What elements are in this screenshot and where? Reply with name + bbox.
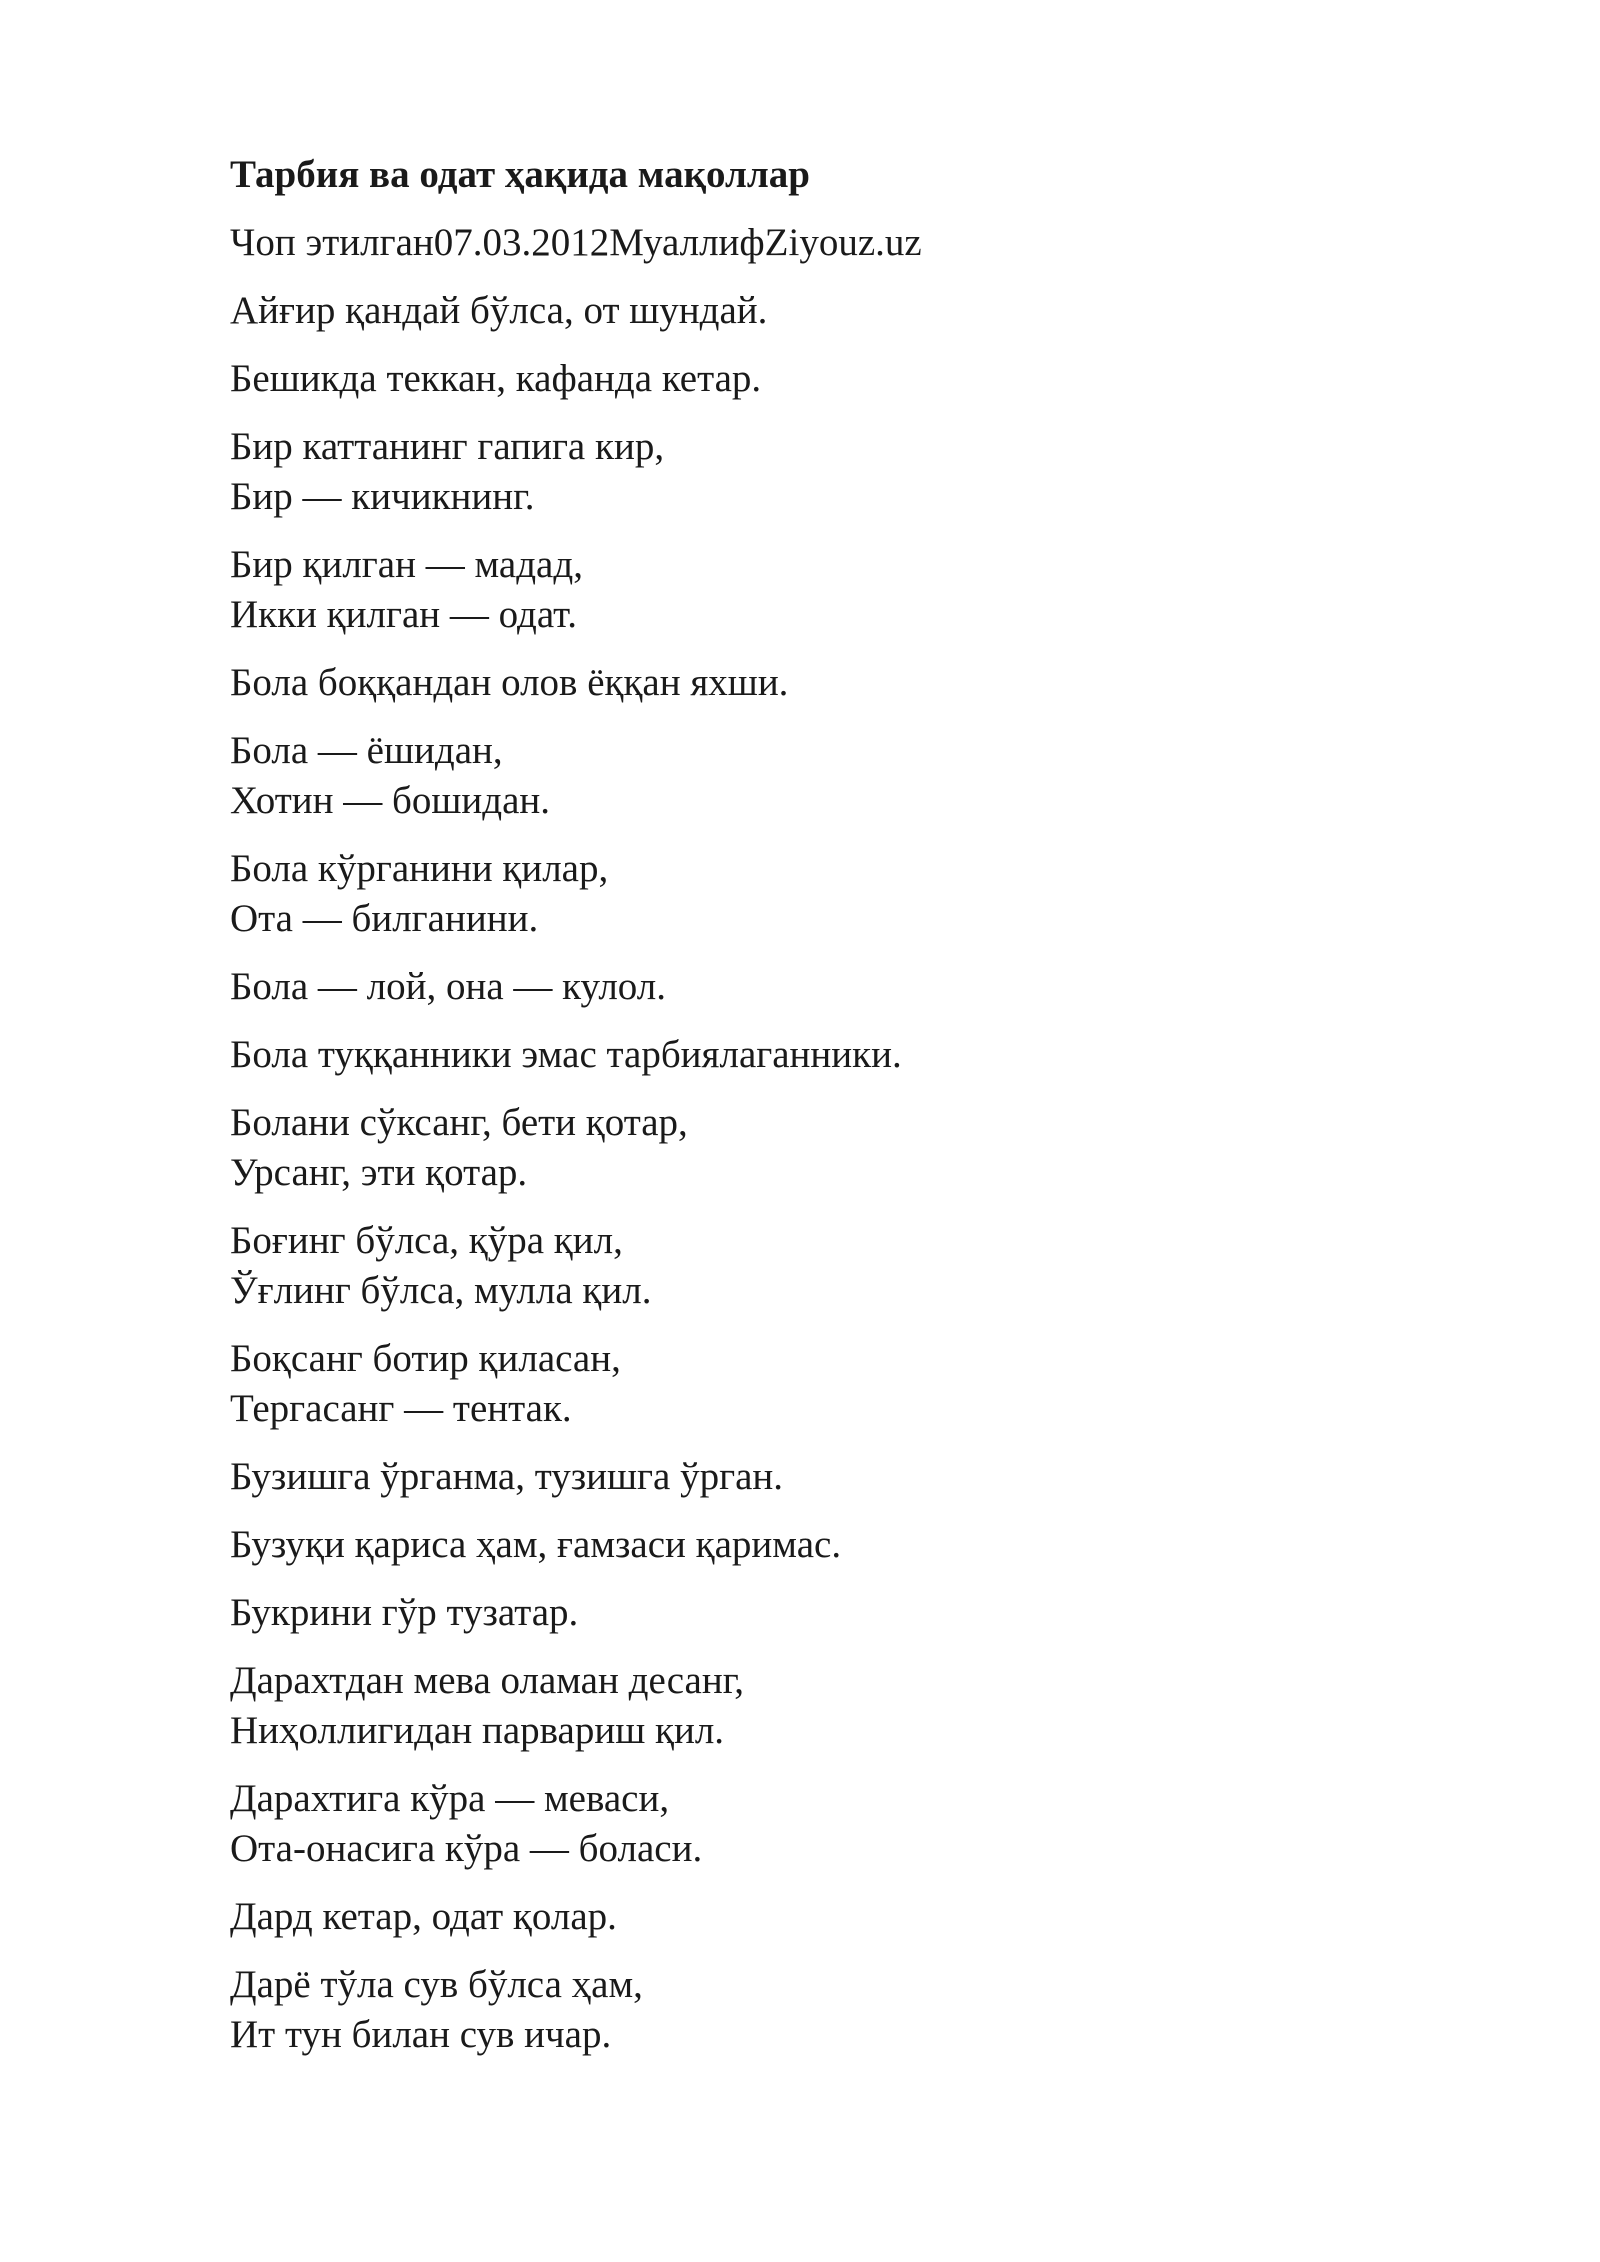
proverb-line: Ота-онасига кўра — боласи.: [230, 1827, 703, 1870]
proverb: [230, 1588, 1370, 1638]
proverb-line: Ит тун билан сув ичар.: [230, 2013, 612, 2056]
proverb-line: Икки қилган — одат.: [230, 593, 578, 636]
proverb: [230, 422, 1370, 522]
proverb: [230, 1960, 1370, 2060]
proverb: [230, 1892, 1370, 1942]
proverb-line: Дарахтдан мева оламан десанг,: [230, 1659, 745, 1702]
proverb-line: Ота — билганини.: [230, 897, 539, 940]
proverb: [230, 1774, 1370, 1874]
proverb-line: Бола кўрганини қилар,: [230, 847, 609, 890]
proverb-line: Бир каттанинг гапига кир,: [230, 425, 665, 468]
proverb: [230, 540, 1370, 640]
proverb-line: Боғинг бўлса, қўра қил,: [230, 1219, 623, 1262]
proverb-line: Хотин — бошидан.: [230, 779, 550, 822]
proverb-line: Бола туққанники эмас тарбиялаганники.: [230, 1033, 902, 1076]
proverb-line: Бола боққандан олов ёққан яхши.: [230, 661, 789, 704]
proverb: [230, 1334, 1370, 1434]
proverb: [230, 354, 1370, 404]
proverb: [230, 1656, 1370, 1756]
document-meta: Чоп этилган07.03.2012МуаллифZiyouz.uz: [230, 221, 922, 264]
proverb-line: Ниҳоллигидан парвариш қил.: [230, 1709, 725, 1752]
proverb-line: Болани сўксанг, бети қотар,: [230, 1101, 688, 1144]
proverb: [230, 1098, 1370, 1198]
proverb: [230, 658, 1370, 708]
proverb-line: Дарё тўла сув бўлса ҳам,: [230, 1963, 643, 2006]
proverb-list: [230, 286, 1370, 2060]
proverb-line: Бешикда теккан, кафанда кетар.: [230, 357, 762, 400]
proverb-line: Бузуқи қариса ҳам, ғамзаси қаримас.: [230, 1523, 842, 1566]
proverb: [230, 1520, 1370, 1570]
document-title: Тарбия ва одат ҳақида мақоллар: [230, 153, 810, 196]
proverb: [230, 726, 1370, 826]
proverb: [230, 1030, 1370, 1080]
proverb: [230, 286, 1370, 336]
proverb-line: Букрини гўр тузатар.: [230, 1591, 579, 1634]
proverb-line: Ўғлинг бўлса, мулла қил.: [230, 1269, 652, 1312]
proverb-line: Дарахтига кўра — меваси,: [230, 1777, 670, 1820]
proverb: [230, 1452, 1370, 1502]
proverb: [230, 962, 1370, 1012]
proverb-line: Бола — лой, она — кулол.: [230, 965, 667, 1008]
proverb-line: Дард кетар, одат қолар.: [230, 1895, 617, 1938]
proverb-line: Бузишга ўрганма, тузишга ўрган.: [230, 1455, 784, 1498]
proverb-line: Тергасанг — тентак.: [230, 1387, 572, 1430]
proverb: [230, 844, 1370, 944]
proverb-line: Бир қилган — мадад,: [230, 543, 583, 586]
document-page: [230, 150, 1370, 2078]
proverb-line: Бола — ёшидан,: [230, 729, 503, 772]
proverb-line: Боқсанг ботир қиласан,: [230, 1337, 621, 1380]
proverb: [230, 1216, 1370, 1316]
proverb-line: Урсанг, эти қотар.: [230, 1151, 528, 1194]
proverb-line: Бир — кичикнинг.: [230, 475, 535, 518]
proverb-line: Айғир қандай бўлса, от шундай.: [230, 289, 768, 332]
